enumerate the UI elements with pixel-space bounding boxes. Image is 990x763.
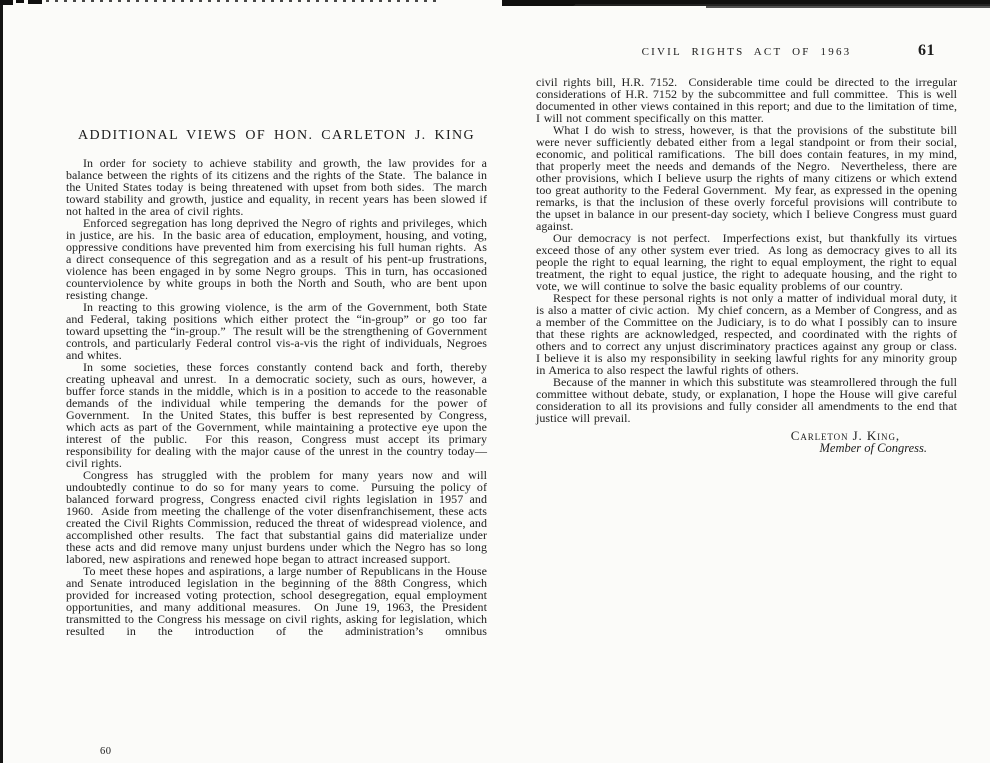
scan-artifact-dashed-edge [46,0,440,2]
paragraph: civil rights bill, H.R. 7152. Considerable time could be directed to the irregular considerations of H.R. 7152 by the subcommittee and full committee. This is well documented in other views contained in this report; and due to the limitation of time, I will not comment specifically on this matter. [536,75,961,125]
section-title: ADDITIONAL VIEWS OF HON. CARLETON J. KING [77,128,476,143]
right-page [536,42,965,455]
paragraph: In order for society to achieve stability and growth, the law provides for a balance between the rights of its citizens and the rights of the State. The balance in the United States today is being threatened with upset from both sides. The march toward stability and growth, justice and equality, in recent years has been slowed if not halted in the area of civil rights. [66,156,491,218]
paragraph: Congress has struggled with the problem for many years now and will undoubtedly continue to do so for many years to come. Pursuing the policy of balanced forward progress, Congress enacted civil rights legislation in 1957 and 1960. Aside from meeting the challenge of the voter disenfranchisement, these acts created the Civil Rights Commission, reduced the threat of widespread violence, and accomplished other results. The fact that substantial gains did materialize under these acts and did remove many unjust burdens under which the Negro has so long labored, new aspirations and renewed hope began to attract increased support. [66,468,491,566]
left-page-number: 60 [100,746,112,757]
paragraph: Enforced segregation has long deprived the Negro of rights and privileges, which in justice, are his. In the basic area of education, employment, housing, and voting, oppressive conditions have prevented him from exercising his full human rights. As a direct consequence of this segregation and as a result of his pent-up frustrations, violence has been engaged in by some Negro groups. This in turn, has occasioned counterviolence by white groups in both the North and South, who are bent upon resisting change. [66,216,491,302]
paragraph: What I do wish to stress, however, is that the provisions of the substitute bill were never sufficiently debated either from a legal standpoint or from their social, economic, and political ramifications. The bill does contain features, in my mind, that properly meet the needs and demands of the Negro. Nevertheless, there are other provisions, which I believe usurp the rights of many citizens or which extend too great authority to the Federal Government. My fear, as expressed in the opening remarks, is that the inclusion of these overly forceful provisions will contribute to the upset in balance in our present-day society, which I believe Congress must guard against. [536,123,961,233]
scan-artifact-top-left [0,0,13,5]
right-page-number: 61 [918,42,935,59]
signature-title: Member of Congress. [819,441,927,455]
scan-artifact-top-left [16,0,24,3]
paragraph: Because of the manner in which this substitute was steamrollered through the full committee without debate, study, or explanation, I hope the House will give careful consideration to all its provisions and fully consider all amendments to the end that justice will prevail. [536,375,961,425]
signature-block [536,429,957,455]
scan-artifact-top-left [28,0,42,4]
running-header-title: CIVIL RIGHTS ACT OF 1963 [641,46,852,58]
paragraph: In reacting to this growing violence, is the arm of the Government, both State and Federal, taking positions which either protect the “in-group” or go too far toward upsetting the “in-group.” The result will be the strengthening of Government controls, and particularly Federal control vis-a-vis the right of individuals, Negroes and whites. [66,300,491,362]
paragraph: In some societies, these forces constantly contend back and forth, thereby creating upheaval and unrest. In a democratic society, such as ours, however, a buffer force stands in the middle, which is in a position to accede to the reasonable demands of the individual while tempering the demands for the power of Government. In the United States, this buffer is best represented by Congress, which acts as part of the Government, while maintaining a protective eye upon the interest of the public. For this reason, Congress must accept its primary responsibility for dealing with the major cause of the unrest in the country today—civil rights. [66,360,491,470]
signature-name: Carleton J. King, [790,428,900,443]
left-page [66,128,491,638]
running-header [536,42,957,61]
scan-artifact-top-band [706,6,990,8]
paragraph: Respect for these personal rights is not only a matter of individual moral duty, it is also a matter of civic action. My chief concern, as a Member of Congress, and as a member of the Committee on the Judiciary, is to do what I possibly can to insure that these rights are acknowledged, respected, and coordinated with the rights of others and to correct any unjust discriminatory practices against any group or class. I believe it is also my responsibility in seeking lawful rights for any minority group in America to also respect the lawful rights of others. [536,291,965,377]
scan-artifact-right-edge-line [0,0,3,763]
paragraph: Our democracy is not perfect. Imperfections exist, but thankfully its virtues exceed those of any other system ever tried. As long as democracy gives to all its people the right to equal learning, the right to equal employment, the right to equal treatment, the right to equal justice, the right to adequate housing, and the right to vote, we will continue to solve the basic equality problems of our country. [536,231,961,293]
paragraph: To meet these hopes and aspirations, a large number of Republicans in the House and Senate introduced legislation in the beginning of the 88th Congress, which provided for increased voting protection, school desegregation, equal employment opportunities, and many additional measures. On June 19, 1963, the President transmitted to the Congress his message on civil rights, asking for legislation, which resulted in the introduction of the administration’s omnibus [66,564,491,638]
